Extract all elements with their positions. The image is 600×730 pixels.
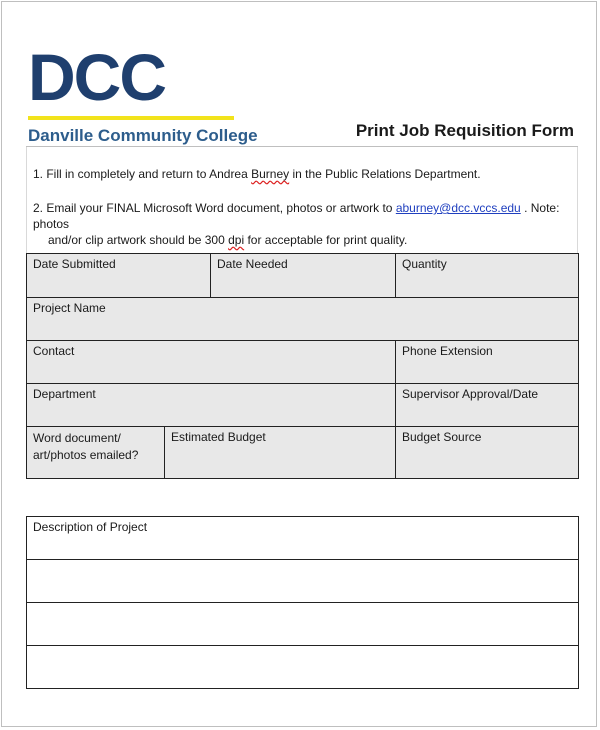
form-row [27,254,579,298]
contact-label: Contact [33,344,75,358]
instruction-1-suffix: in the Public Relations Department. [289,167,481,181]
form-title: Print Job Requisition Form [355,121,574,140]
dcc-logo: DCC [28,40,165,114]
form-row [27,298,579,341]
project-name-field[interactable] [27,298,579,341]
form-row [27,517,579,560]
form-row [27,427,579,479]
date-needed-label: Date Needed [217,257,288,271]
spacer-cell [27,479,579,517]
college-name: Danville Community College [28,126,258,145]
budget-source-field[interactable] [396,427,579,479]
instruction-1-name: Burney [251,167,290,181]
email-link[interactable]: aburney@dcc.vccs.edu [395,201,521,215]
description-line-2[interactable] [27,560,579,603]
word-document-label-line1: Word document/ [33,431,121,445]
phone-extension-field[interactable] [396,341,579,384]
logo-underline [28,116,234,120]
instruction-1 [33,166,481,182]
instruction-2-line2-suffix: for acceptable for print quality. [244,233,408,247]
word-document-emailed-field[interactable] [27,427,165,479]
instruction-2 [33,200,569,248]
quantity-field[interactable] [396,254,579,298]
description-line [27,603,579,646]
instruction-2-prefix: 2. Email your FINAL Microsoft Word document, photos or artwork to [33,201,396,215]
phone-extension-label: Phone Extension [402,344,493,358]
description-line-4[interactable] [27,646,579,689]
date-submitted-field[interactable] [27,254,211,298]
estimated-budget-label: Estimated Budget [171,430,266,444]
project-name-label: Project Name [33,301,106,315]
description-line-3[interactable] [27,603,579,646]
instruction-1-prefix: 1. Fill in completely and return to Andrea [33,167,252,181]
date-needed-field[interactable] [211,254,396,298]
requisition-form-table [26,253,579,689]
description-line [27,646,579,689]
description-line [27,560,579,603]
description-field[interactable] [27,517,579,560]
quantity-label: Quantity [402,257,447,271]
form-row [27,341,579,384]
contact-field[interactable] [27,341,396,384]
budget-source-label: Budget Source [402,430,482,444]
instruction-2-line2-prefix: and/or clip artwork should be 300 [48,233,229,247]
form-row [27,384,579,427]
instruction-2-mid: . Note: photos [33,201,560,231]
spacer-row [27,479,579,517]
department-label: Department [33,387,96,401]
department-field[interactable] [27,384,396,427]
estimated-budget-field[interactable] [165,427,396,479]
supervisor-approval-label: Supervisor Approval/Date [402,387,539,401]
instruction-2-dpi: dpi [228,233,245,247]
word-document-label-line2: art/photos emailed? [33,448,139,462]
supervisor-approval-field[interactable] [396,384,579,427]
description-label: Description of Project [33,520,148,534]
instructions-panel [26,147,578,253]
date-submitted-label: Date Submitted [33,257,116,271]
